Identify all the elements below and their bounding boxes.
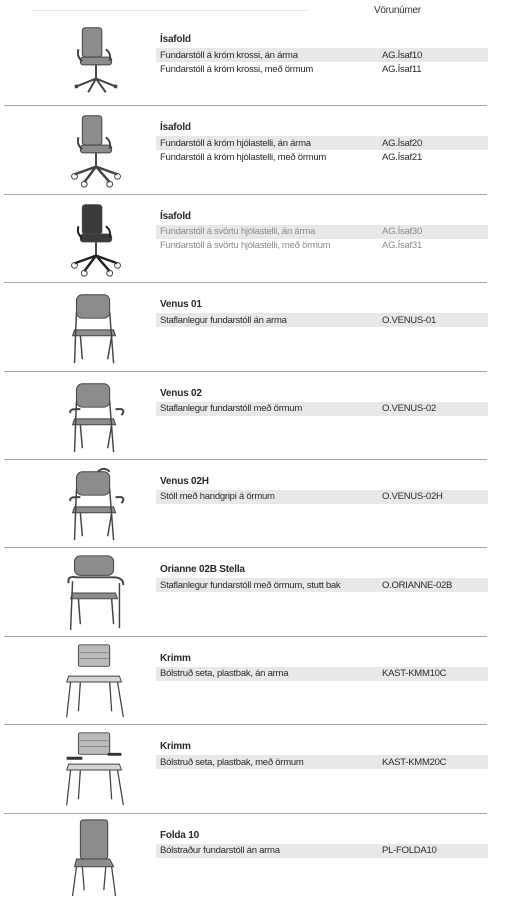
chair-caster-chrome-icon	[50, 106, 142, 192]
variant-table	[156, 313, 488, 327]
variant-table	[156, 48, 488, 76]
product-number: O.VENUS-02H	[382, 491, 443, 503]
variant-description: Fundarstóll á svörtu hjólastelli, án árma	[160, 226, 316, 238]
product-section	[4, 18, 487, 106]
variant-table	[156, 578, 488, 592]
variant-description: Fundarstóll á króm hjólastelli, með örmum	[160, 151, 327, 163]
product-title: Folda 10	[160, 829, 199, 841]
product-title: Venus 02	[160, 387, 202, 399]
product-number: AG.Ísaf31	[382, 240, 422, 252]
chair-stacking-icon	[50, 283, 142, 369]
variant-row	[156, 755, 488, 769]
product-section	[4, 372, 487, 460]
product-number: AG.Ísaf21	[382, 151, 422, 163]
product-section	[4, 460, 487, 548]
product-title: Krimm	[160, 741, 191, 753]
variant-row	[156, 225, 488, 239]
variant-description: Staflanlegur fundarstóll með örmum, stutt bak	[160, 579, 341, 591]
chair-stacking-arms-icon	[50, 372, 142, 458]
variant-description: Staflanlegur fundarstóll með örmum	[160, 403, 302, 415]
product-number: O.VENUS-01	[382, 314, 436, 326]
variant-table	[156, 225, 488, 253]
product-section	[4, 283, 487, 371]
product-title: Orianne 02B Stella	[160, 564, 245, 576]
product-section	[4, 725, 487, 813]
variant-description: Staflanlegur fundarstóll án arma	[160, 314, 287, 326]
variant-table	[156, 667, 488, 681]
product-title: Venus 01	[160, 299, 202, 311]
variant-table	[156, 490, 488, 504]
product-section	[4, 195, 487, 283]
variant-description: Fundarstóll á króm krossi, með örmum	[160, 63, 314, 75]
variant-row	[156, 136, 488, 150]
variant-description: Fundarstóll á króm hjólastelli, án árma	[160, 137, 311, 149]
variant-row	[156, 667, 488, 681]
chair-cross-base-icon	[50, 18, 142, 104]
product-number: AG.Ísaf20	[382, 137, 422, 149]
product-section	[4, 637, 487, 725]
product-list	[0, 18, 505, 902]
variant-table	[156, 844, 488, 858]
product-section	[4, 106, 487, 194]
product-number: O.VENUS-02	[382, 403, 436, 415]
product-number: KAST-KMM20C	[382, 756, 447, 768]
variant-row	[156, 239, 488, 253]
variant-description: Bólstraður fundarstóll án arma	[160, 845, 280, 857]
variant-row	[156, 844, 488, 858]
variant-table	[156, 755, 488, 769]
variant-row	[156, 490, 488, 504]
variant-row	[156, 150, 488, 164]
product-number: O.ORIANNE-02B	[382, 579, 453, 591]
product-number: AG.Ísaf30	[382, 226, 422, 238]
product-number: KAST-KMM10C	[382, 668, 447, 680]
chair-mesh-back-icon	[50, 637, 142, 723]
product-section	[4, 548, 487, 636]
product-title: Venus 02H	[160, 475, 209, 487]
product-number: PL-FOLDA10	[382, 845, 437, 857]
variant-row	[156, 578, 488, 592]
variant-description: Bólstruð seta, plastbak, án arma	[160, 668, 289, 680]
product-title: Ísafold	[160, 122, 191, 134]
top-divider	[32, 10, 308, 11]
variant-row	[156, 313, 488, 327]
variant-description: Fundarstóll á svörtu hjólastelli, með örmum	[160, 240, 331, 252]
product-number: AG.Ísaf11	[382, 63, 422, 75]
chair-upholstered-icon	[50, 814, 142, 900]
product-number: AG.Ísaf10	[382, 49, 422, 61]
chair-handgrip-arms-icon	[50, 460, 142, 546]
variant-table	[156, 402, 488, 416]
variant-description: Fundarstóll á króm krossi, án árma	[160, 49, 298, 61]
product-title: Krimm	[160, 652, 191, 664]
chair-short-back-icon	[50, 548, 142, 634]
variant-row	[156, 48, 488, 62]
chair-mesh-back-arms-icon	[50, 725, 142, 811]
product-title: Ísafold	[160, 34, 191, 45]
variant-row	[156, 62, 488, 76]
variant-description: Bólstruð seta, plastbak, með örmum	[160, 756, 304, 768]
column-header-product-number: Vörunúmer	[374, 5, 421, 16]
variant-description: Stóll með handgripi á örmum	[160, 491, 275, 503]
product-section	[4, 814, 487, 902]
variant-row	[156, 402, 488, 416]
variant-table	[156, 136, 488, 164]
product-title: Ísafold	[160, 210, 191, 222]
chair-caster-black-icon	[50, 195, 142, 281]
